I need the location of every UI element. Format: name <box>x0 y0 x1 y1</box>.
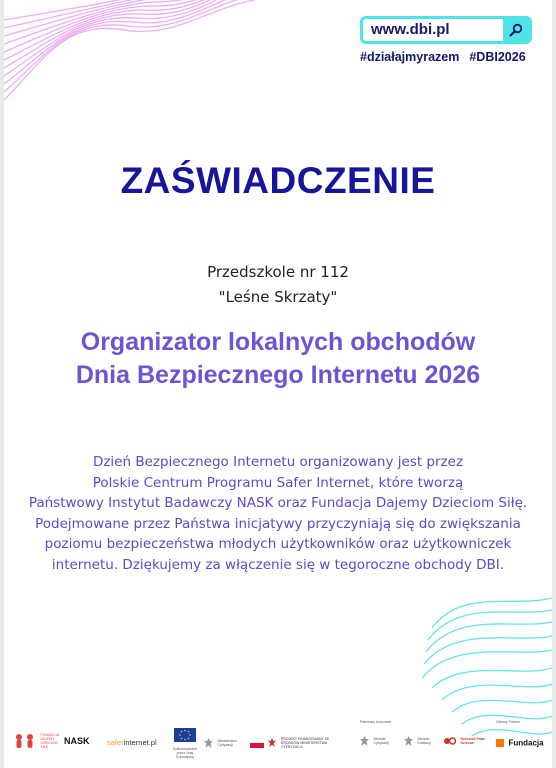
ministry-text-1: Ministerstwo Cyfryzacji <box>217 738 237 747</box>
description-line: Państwowy Instytut Badawczy NASK oraz Fundacja Dajemy Dzieciom Siłę. <box>28 495 528 511</box>
polish-flag-icon <box>250 738 264 748</box>
ministry-text-2: Minister Cyfryzacji <box>373 736 389 745</box>
nask-logo: NASK <box>64 736 90 746</box>
recipient-role <box>4 326 552 392</box>
saferinternet-part-a: safer <box>107 738 124 747</box>
project-logo <box>250 734 333 752</box>
rpd-logo <box>444 732 486 750</box>
description-line: Dzień Bezpiecznego Internetu organizowany jest przez <box>92 454 464 470</box>
eu-logo <box>170 728 200 759</box>
orange-square-icon <box>496 739 504 747</box>
ministry-text-3: Minister Edukacji <box>417 736 431 745</box>
saferinternet-part-b: internet.pl <box>123 738 157 747</box>
wave-decoration-top-left <box>4 0 304 110</box>
recipient-line: "Leśne Skrzaty" <box>218 288 338 306</box>
recipient-name <box>4 260 552 310</box>
eagle-emblem-icon <box>268 738 276 747</box>
site-url: www.dbi.pl <box>371 21 450 38</box>
description-line: internetu. Dziękujemy za włączenie się w tegoroczne obchody DBI. <box>51 556 505 573</box>
eagle-emblem-icon <box>404 736 413 746</box>
patronat-label: Patronaty honorowe <box>360 720 392 724</box>
rpd-symbol-icon <box>444 736 456 746</box>
ministry-logo-1 <box>204 734 239 752</box>
rpd-text: Rzecznik Praw Dziecka <box>460 736 485 745</box>
role-line: Organizator lokalnych obchodów <box>80 328 476 356</box>
certificate-description <box>4 452 552 575</box>
hashtags <box>360 50 540 64</box>
children-icon <box>14 733 36 749</box>
certificate-title: ZAŚWIADCZENIE <box>120 160 436 201</box>
eu-flag-icon <box>174 728 196 742</box>
ministry-logo-3 <box>404 732 437 750</box>
saferinternet-logo <box>107 738 157 747</box>
fundacja-text: Fundacja <box>508 738 544 748</box>
orange-fundacja-logo <box>496 734 544 752</box>
description-line: Podejmowane przez Państwa inicjatywy przyczyniają się do zwiększania <box>35 515 521 532</box>
eagle-emblem-icon <box>360 736 369 746</box>
partner-logos <box>4 718 552 762</box>
eu-text: Dofinansowane przez Unię Europejską <box>172 747 198 759</box>
hashtag: #DBI2026 <box>469 50 526 64</box>
fdds-logo <box>14 732 59 750</box>
url-search-box[interactable] <box>360 16 532 44</box>
eagle-emblem-icon <box>204 738 213 748</box>
search-button[interactable] <box>503 19 529 41</box>
recipient-line: Przedszkole nr 112 <box>207 263 349 281</box>
description-line: poziomu bezpieczeństwa młodych użytkowników oraz użytkowniczek <box>44 536 512 552</box>
description-line: Polskie Centrum Programu Safer Internet, które tworzą <box>92 474 464 491</box>
certificate-page <box>4 0 552 768</box>
hashtag: #działajmyrazem <box>360 50 460 64</box>
ministry-logo-2 <box>360 732 393 750</box>
fdds-text: FUNDACJA DAJEMY DZIECIOM SIŁĘ <box>40 732 59 749</box>
search-icon <box>509 23 523 37</box>
project-text: PROJEKT FINANSOWANY ZE ŚRODKÓW MINISTERSTWA CYFRYZACJI <box>280 736 330 749</box>
role-line: Dnia Bezpiecznego Internetu 2026 <box>75 361 481 389</box>
partner-label: Główny Partner <box>496 720 521 724</box>
